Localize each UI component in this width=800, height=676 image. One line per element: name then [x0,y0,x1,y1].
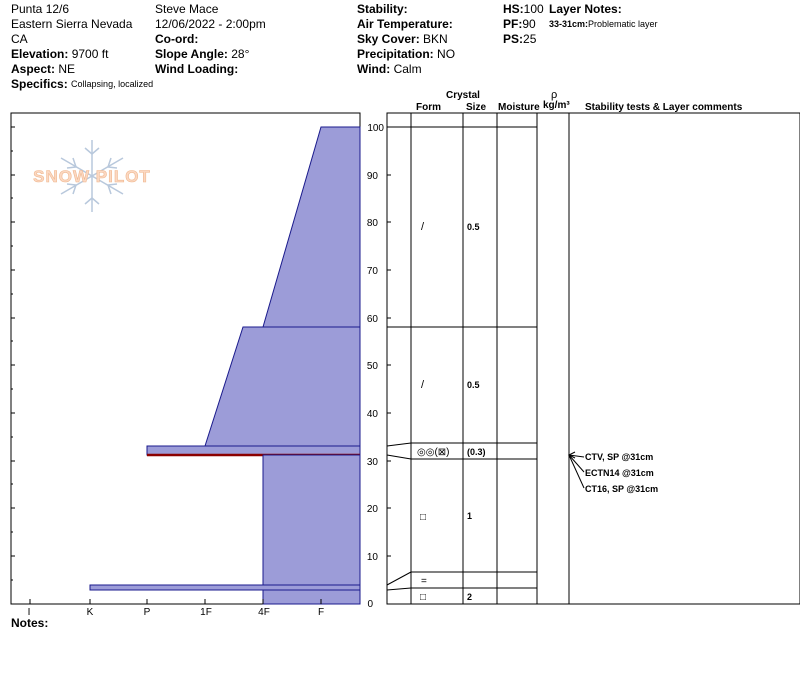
stability-test-3: CT16, SP @31cm [585,484,659,494]
wind-label: Wind: [357,62,391,76]
datetime: 12/06/2022 - 2:00pm [155,17,266,31]
hs-value: 100 [523,2,544,16]
layer1-size: 0.5 [467,222,480,232]
depth-axis-ticks [387,127,391,556]
sky-label: Sky Cover: [357,32,420,46]
layer5-form: = [421,576,427,587]
stability-label: Stability: [357,2,408,16]
layer1-form: / [421,221,425,233]
slope-label: Slope Angle: [155,47,228,61]
elevation-label: Elevation: [11,47,69,61]
ps-value: 25 [523,32,537,46]
col-crystal: Crystal [446,90,480,101]
col-density-unit: kg/m³ [543,100,570,111]
hardness-label-f: F [317,607,325,618]
wind-loading-label: Wind Loading: [155,62,239,76]
layer4-size: 1 [467,511,473,521]
watermark-text: SNOW PILOT [33,167,151,186]
layer-note-text: Problematic layer [588,19,658,29]
layer-table [387,113,800,604]
layer-mid-fill [205,327,360,446]
state: CA [11,32,28,46]
col-rho: ρ [551,89,558,101]
depth-label-10: 10 [366,552,378,563]
coord-label: Co-ord: [155,32,199,46]
specifics-label: Specifics: [11,77,68,91]
depth-label-100: 100 [367,123,384,134]
col-moisture: Moisture [498,102,540,113]
depth-label-30: 30 [366,457,378,468]
hardness-label-i: I [27,607,31,618]
depth-label-0: 0 [367,599,373,610]
aspect-label: Aspect: [11,62,56,76]
stability-test-arrows [569,452,584,488]
pf-value: 90 [522,17,536,31]
layer2-form: / [421,379,425,391]
left-y-ticks [11,127,15,580]
air-temp-label: Air Temperature: [357,17,453,31]
location: Punta 12/6 [11,2,70,16]
layer-lower-fill [263,455,360,604]
layer4-form: □ [420,512,427,523]
depth-label-70: 70 [366,266,378,277]
hardness-label-1f: 1F [200,607,212,618]
layer-weak-fill [147,446,360,455]
hardness-profile [90,127,360,604]
snowpilot-watermark [33,140,151,212]
layer-note-depth: 33-31cm: [549,19,589,29]
depth-label-20: 20 [366,504,378,515]
layer-notes-title: Layer Notes: [549,2,622,16]
ps-label: PS: [503,32,524,46]
ice-crust-fill [90,585,360,590]
pf-label: PF: [503,17,523,31]
depth-label-90: 90 [366,171,378,182]
precip-label: Precipitation: [357,47,434,61]
observer: Steve Mace [155,2,219,16]
sky-value: BKN [423,32,448,46]
layer6-size: 2 [467,592,473,602]
hs-label: HS: [503,2,524,16]
layer6-form: □ [420,592,427,603]
notes-label: Notes: [11,616,49,630]
aspect-value: NE [58,62,76,76]
hardness-label-p: P [143,607,151,618]
depth-label-60: 60 [366,314,378,325]
depth-label-80: 80 [366,218,378,229]
range: Eastern Sierra Nevada [11,17,133,31]
col-stability: Stability tests & Layer comments [585,102,743,113]
depth-label-40: 40 [366,409,378,420]
specifics-value: Collapsing, localized [71,79,154,89]
hardness-label-4f: 4F [258,607,270,618]
stability-test-1: CTV, SP @31cm [585,452,654,462]
layer-upper-fill [263,127,360,327]
col-size: Size [466,102,487,113]
wind-value: Calm [393,62,422,76]
col-form: Form [416,102,441,113]
layer3-size: (0.3) [467,447,486,457]
depth-label-50: 50 [366,361,378,372]
precip-value: NO [437,47,456,61]
layer2-size: 0.5 [467,380,480,390]
hardness-label-k: K [86,607,94,618]
slope-value: 28° [231,47,250,61]
elevation-value: 9700 ft [71,47,109,61]
stability-test-2: ECTN14 @31cm [585,468,654,478]
layer3-form: ◎◎(⊠) [417,447,450,458]
